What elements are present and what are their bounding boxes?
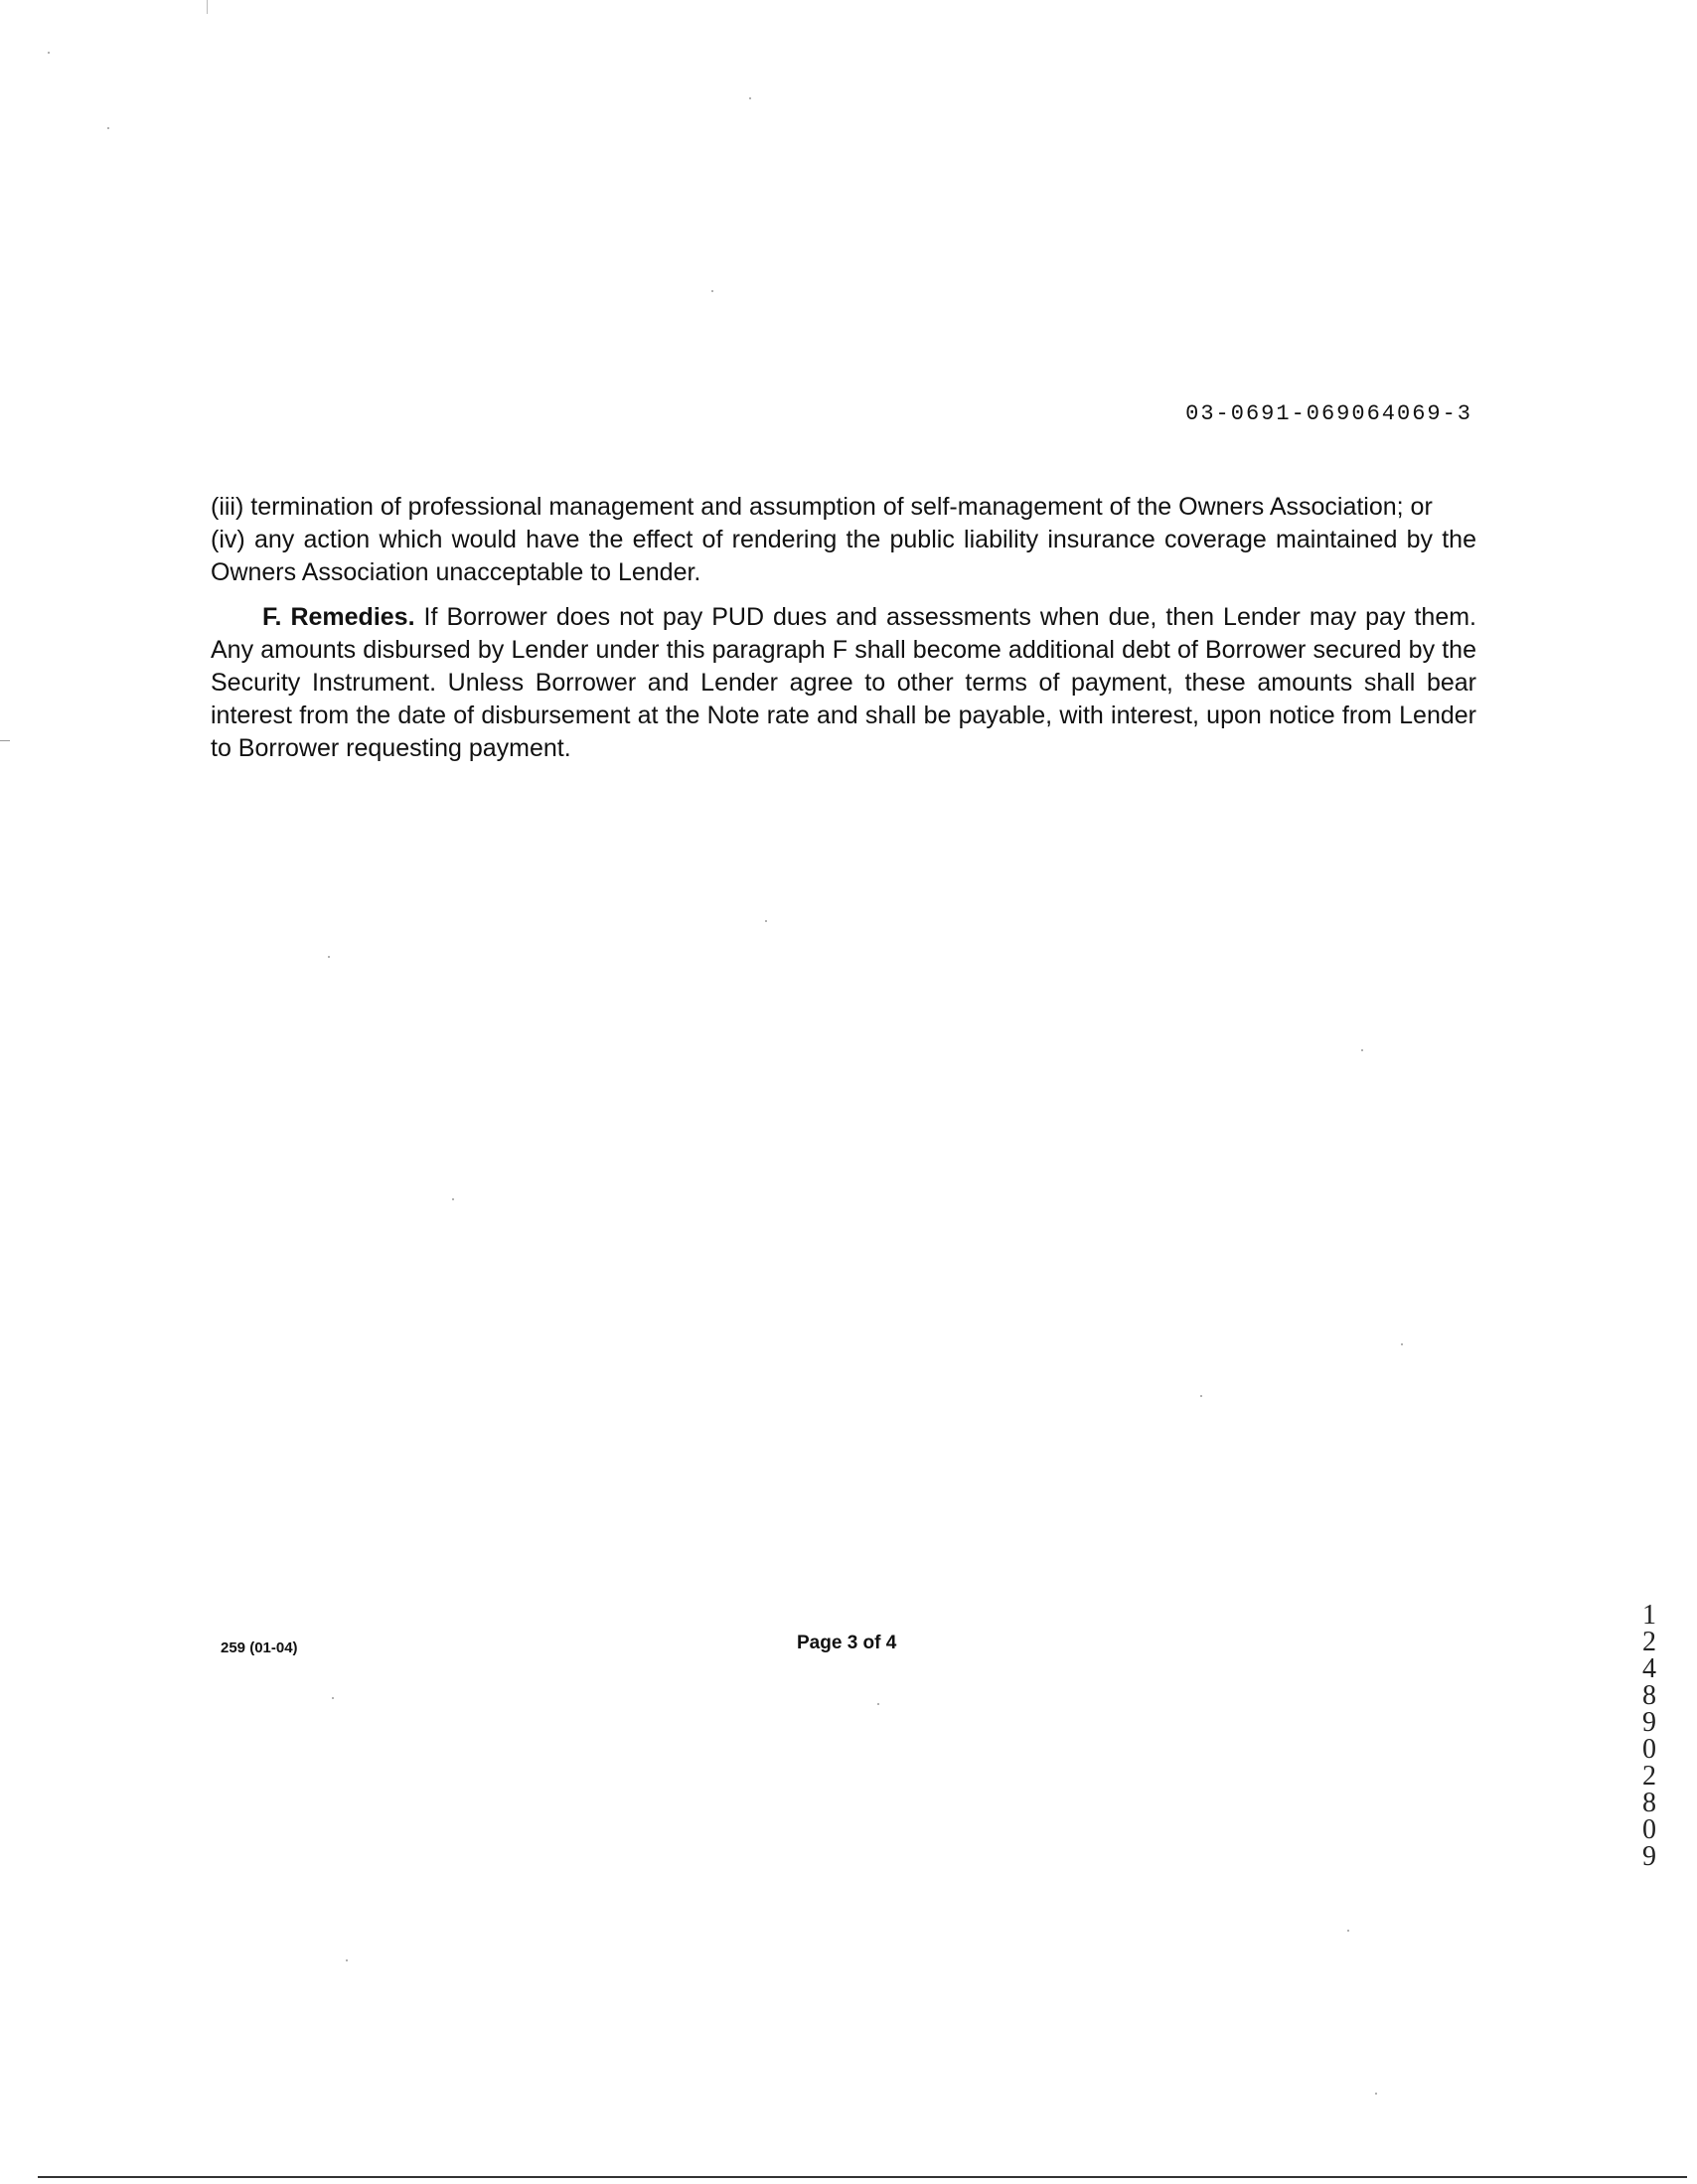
scan-speck xyxy=(346,1959,348,1961)
form-number: 259 (01-04) xyxy=(221,1639,298,1656)
scan-speck xyxy=(1361,1049,1363,1051)
document-body xyxy=(211,491,1476,765)
scan-speck xyxy=(1401,1343,1403,1345)
scan-speck xyxy=(328,956,330,958)
scan-speck xyxy=(332,1697,334,1699)
scan-speck xyxy=(1200,1395,1202,1397)
scan-speck xyxy=(1375,2093,1377,2095)
scan-speck xyxy=(765,920,767,922)
scan-speck xyxy=(1347,1930,1349,1932)
scan-speck xyxy=(749,97,751,99)
scan-speck xyxy=(48,52,50,54)
scan-edge-bottom xyxy=(38,2176,1687,2178)
page-number: Page 3 of 4 xyxy=(797,1633,897,1653)
scan-speck xyxy=(711,290,713,292)
remedies-heading: F. Remedies. xyxy=(262,603,415,631)
scan-mark-top xyxy=(207,0,208,14)
scan-speck xyxy=(452,1198,454,1200)
loan-reference-number: 03-0691-069064069-3 xyxy=(1185,401,1472,426)
remedies-paragraph xyxy=(211,601,1476,765)
scan-mark-left xyxy=(0,740,10,741)
clause-iii: (iii) termination of professional management and assumption of self-management of the Owners Association; or xyxy=(211,493,1433,521)
remedies-text: If Borrower does not pay PUD dues and assessments when due, then Lender may pay them. Any amounts disbursed by Lender under this paragraph F shall become additional debt of Borrower secured by the Security Instrument. Unless Borrower and Lender agree to other terms of payment, these amounts shall bear interest from the date of disbursement at the Note rate and shall be payable, with interest, upon notice from Lender to Borrower requesting payment. xyxy=(211,603,1476,762)
scan-speck xyxy=(877,1703,879,1705)
margin-stamp: 12489 02809 xyxy=(1642,1600,1663,1872)
clause-iv: (iv) any action which would have the effect of rendering the public liability insurance coverage maintained by the Owners Association unacceptable to Lender. xyxy=(211,526,1476,586)
scan-speck xyxy=(107,127,109,129)
